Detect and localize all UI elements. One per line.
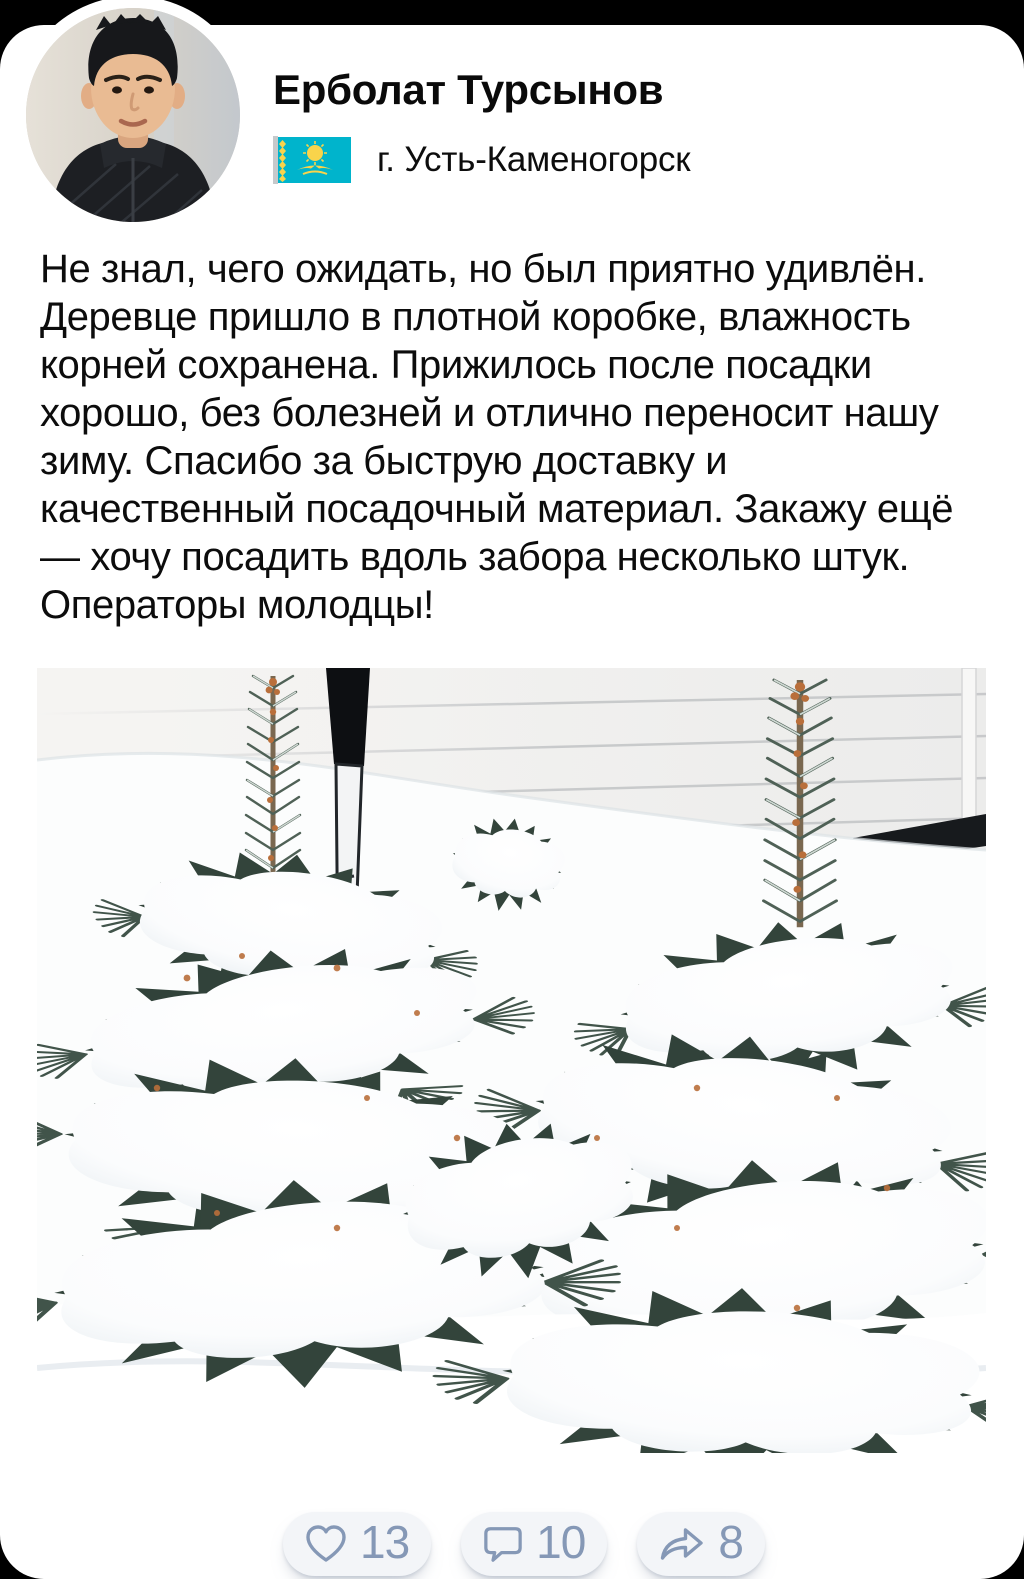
comment-button[interactable]	[461, 1512, 607, 1576]
kazakhstan-flag-icon	[273, 134, 351, 186]
comment-icon	[483, 1523, 523, 1565]
snowy-spruce-photo-illustration	[37, 668, 986, 1453]
comment-count: 10	[536, 1516, 586, 1568]
share-button[interactable]	[637, 1512, 765, 1576]
avatar[interactable]	[14, 0, 252, 234]
action-bar	[283, 1512, 765, 1576]
share-count: 8	[718, 1516, 743, 1568]
avatar-portrait-illustration	[26, 8, 240, 222]
like-button[interactable]	[283, 1512, 431, 1576]
review-text: Не знал, чего ожидать, но был приятно удивлён. Деревце пришло в плотной коробке, влажность корней сохранена. Прижилось после посадки хорошо, без болезней и отлично переносит нашу зиму. Спасибо за быструю доставку и качественный посадочный материал. Закажу ещё — хочу посадить вдоль забора несколько штук. Операторы молодцы!	[40, 247, 954, 627]
location-row	[273, 134, 690, 186]
reviewer-name: Ерболат Турсынов	[273, 66, 664, 113]
share-icon	[659, 1526, 705, 1562]
reviewer-location: г. Усть-Каменогорск	[377, 140, 691, 179]
like-count: 13	[360, 1516, 410, 1568]
heart-icon	[305, 1524, 347, 1564]
review-card	[0, 25, 1024, 1579]
review-photo[interactable]	[37, 668, 986, 1453]
